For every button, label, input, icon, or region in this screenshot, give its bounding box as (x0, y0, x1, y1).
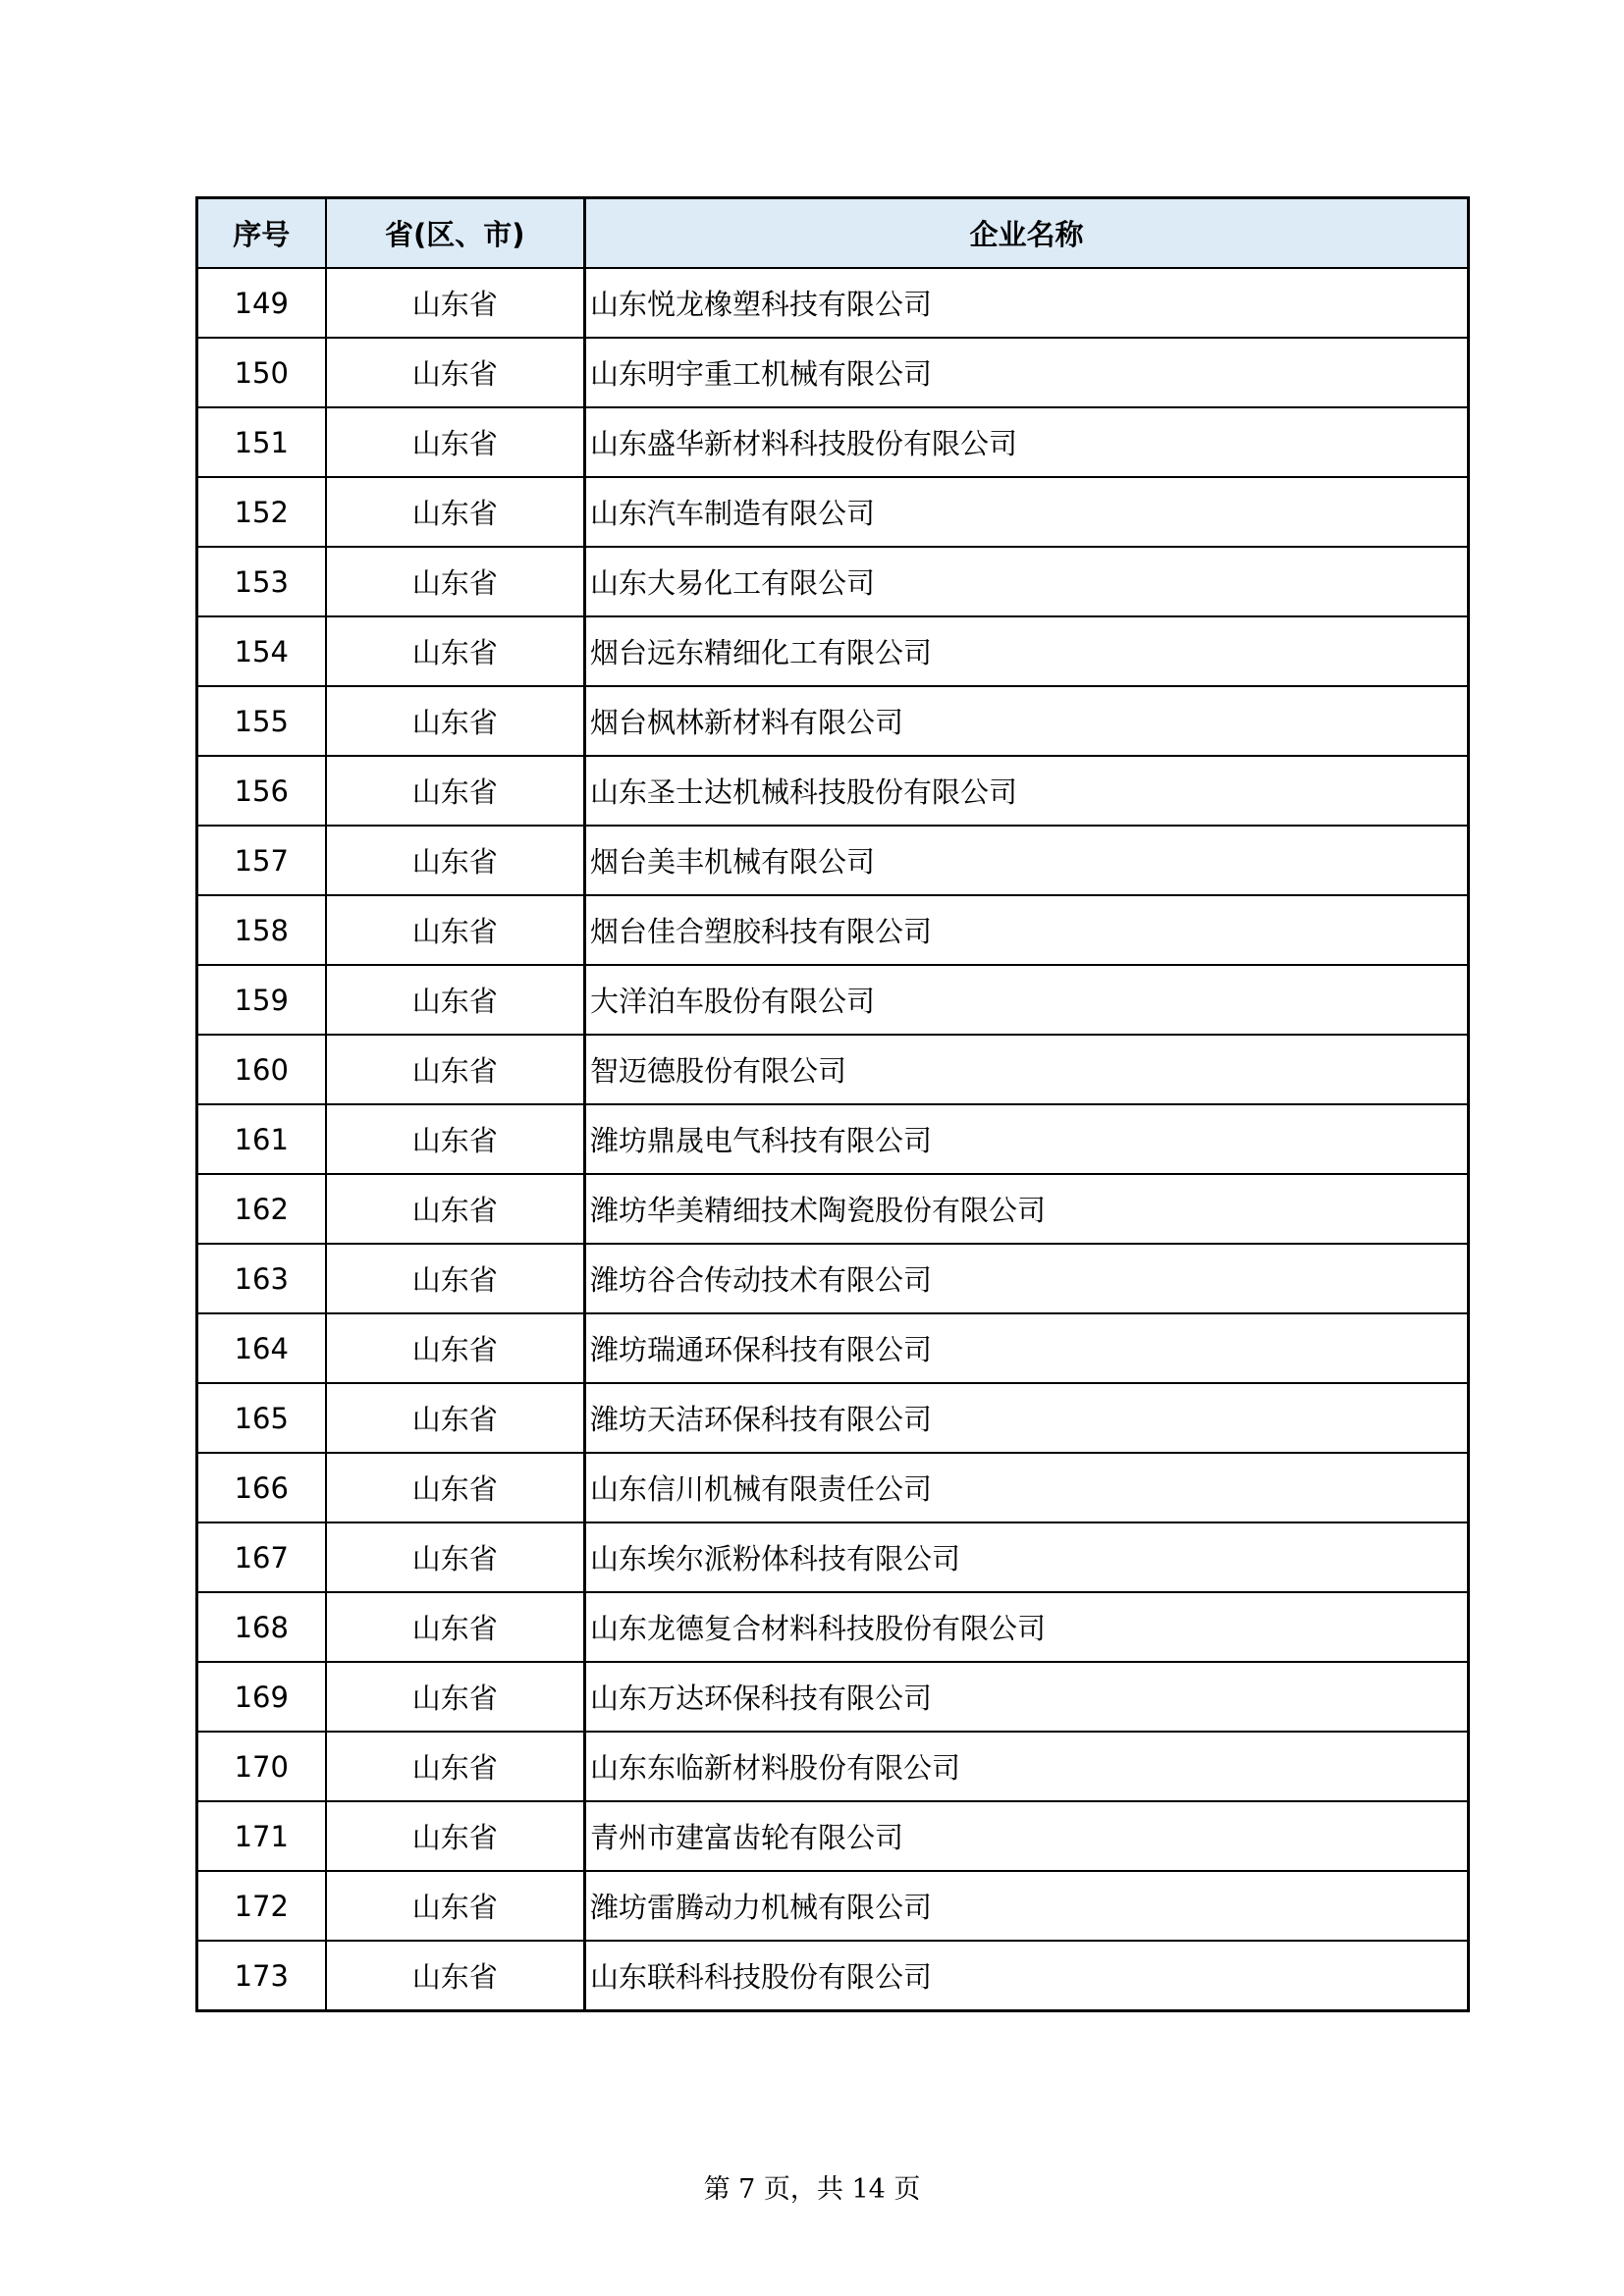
row-province: 山东省 (326, 1662, 585, 1732)
row-seq: 170 (197, 1732, 326, 1801)
row-seq: 149 (197, 268, 326, 338)
row-company-name: 潍坊谷合传动技术有限公司 (585, 1244, 1469, 1313)
row-seq: 158 (197, 895, 326, 965)
row-seq: 167 (197, 1522, 326, 1592)
row-province: 山东省 (326, 547, 585, 616)
row-seq: 156 (197, 756, 326, 826)
table-row (197, 1244, 1469, 1313)
row-province: 山东省 (326, 1871, 585, 1941)
row-province: 山东省 (326, 1383, 585, 1453)
page-footer: 第 7 页，共 14 页 (703, 2174, 921, 2205)
row-company-name: 山东东临新材料股份有限公司 (585, 1732, 1469, 1801)
row-seq: 163 (197, 1244, 326, 1313)
row-seq: 154 (197, 616, 326, 686)
row-province: 山东省 (326, 1732, 585, 1801)
table-row (197, 826, 1469, 895)
row-province: 山东省 (326, 268, 585, 338)
row-seq: 164 (197, 1313, 326, 1383)
row-province: 山东省 (326, 1174, 585, 1244)
row-province: 山东省 (326, 477, 585, 547)
row-company-name: 潍坊雷腾动力机械有限公司 (585, 1871, 1469, 1941)
row-company-name: 潍坊鼎晟电气科技有限公司 (585, 1104, 1469, 1174)
row-seq: 157 (197, 826, 326, 895)
row-company-name: 潍坊华美精细技术陶瓷股份有限公司 (585, 1174, 1469, 1244)
table-header-row (197, 198, 1469, 269)
row-province: 山东省 (326, 826, 585, 895)
row-company-name: 烟台远东精细化工有限公司 (585, 616, 1469, 686)
row-company-name: 山东大易化工有限公司 (585, 547, 1469, 616)
row-province: 山东省 (326, 1801, 585, 1871)
table-row (197, 1522, 1469, 1592)
row-province: 山东省 (326, 616, 585, 686)
row-seq: 169 (197, 1662, 326, 1732)
row-province: 山东省 (326, 407, 585, 477)
row-seq: 150 (197, 338, 326, 407)
company-list-table (195, 196, 1470, 2012)
table-row (197, 1104, 1469, 1174)
table-row (197, 1313, 1469, 1383)
table-row (197, 895, 1469, 965)
table-row (197, 1035, 1469, 1104)
table-row (197, 477, 1469, 547)
table-row (197, 686, 1469, 756)
row-company-name: 山东埃尔派粉体科技有限公司 (585, 1522, 1469, 1592)
table-row (197, 1453, 1469, 1522)
table-row (197, 1383, 1469, 1453)
row-seq: 166 (197, 1453, 326, 1522)
row-company-name: 潍坊瑞通环保科技有限公司 (585, 1313, 1469, 1383)
row-company-name: 山东盛华新材料科技股份有限公司 (585, 407, 1469, 477)
table-row (197, 756, 1469, 826)
table-row (197, 1662, 1469, 1732)
row-seq: 152 (197, 477, 326, 547)
row-seq: 173 (197, 1941, 326, 2011)
row-company-name: 智迈德股份有限公司 (585, 1035, 1469, 1104)
header-company: 企业名称 (585, 198, 1469, 269)
row-seq: 153 (197, 547, 326, 616)
table-row (197, 1592, 1469, 1662)
row-province: 山东省 (326, 1313, 585, 1383)
row-province: 山东省 (326, 1453, 585, 1522)
table-row (197, 965, 1469, 1035)
header-seq: 序号 (197, 198, 326, 269)
row-company-name: 山东万达环保科技有限公司 (585, 1662, 1469, 1732)
row-seq: 159 (197, 965, 326, 1035)
row-company-name: 山东悦龙橡塑科技有限公司 (585, 268, 1469, 338)
row-company-name: 潍坊天洁环保科技有限公司 (585, 1383, 1469, 1453)
row-province: 山东省 (326, 1941, 585, 2011)
row-seq: 155 (197, 686, 326, 756)
table-row (197, 1941, 1469, 2011)
row-company-name: 山东龙德复合材料科技股份有限公司 (585, 1592, 1469, 1662)
header-province: 省(区、市) (326, 198, 585, 269)
row-seq: 172 (197, 1871, 326, 1941)
row-company-name: 山东信川机械有限责任公司 (585, 1453, 1469, 1522)
row-company-name: 烟台佳合塑胶科技有限公司 (585, 895, 1469, 965)
table-row (197, 1871, 1469, 1941)
row-company-name: 青州市建富齿轮有限公司 (585, 1801, 1469, 1871)
row-company-name: 山东明宇重工机械有限公司 (585, 338, 1469, 407)
row-company-name: 大洋泊车股份有限公司 (585, 965, 1469, 1035)
row-company-name: 烟台美丰机械有限公司 (585, 826, 1469, 895)
row-seq: 171 (197, 1801, 326, 1871)
row-province: 山东省 (326, 1592, 585, 1662)
row-province: 山东省 (326, 965, 585, 1035)
table-row (197, 1174, 1469, 1244)
row-province: 山东省 (326, 1522, 585, 1592)
row-seq: 160 (197, 1035, 326, 1104)
table-row (197, 547, 1469, 616)
row-company-name: 山东联科科技股份有限公司 (585, 1941, 1469, 2011)
row-province: 山东省 (326, 895, 585, 965)
row-province: 山东省 (326, 338, 585, 407)
row-company-name: 山东汽车制造有限公司 (585, 477, 1469, 547)
row-seq: 168 (197, 1592, 326, 1662)
table-row (197, 268, 1469, 338)
row-seq: 151 (197, 407, 326, 477)
table-body (197, 268, 1469, 2011)
row-seq: 162 (197, 1174, 326, 1244)
row-province: 山东省 (326, 1244, 585, 1313)
table-row (197, 1801, 1469, 1871)
row-province: 山东省 (326, 686, 585, 756)
row-seq: 161 (197, 1104, 326, 1174)
row-province: 山东省 (326, 1035, 585, 1104)
row-company-name: 烟台枫林新材料有限公司 (585, 686, 1469, 756)
row-province: 山东省 (326, 756, 585, 826)
table-row (197, 407, 1469, 477)
row-province: 山东省 (326, 1104, 585, 1174)
table-row (197, 338, 1469, 407)
row-company-name: 山东圣士达机械科技股份有限公司 (585, 756, 1469, 826)
row-seq: 165 (197, 1383, 326, 1453)
table-row (197, 616, 1469, 686)
table-row (197, 1732, 1469, 1801)
